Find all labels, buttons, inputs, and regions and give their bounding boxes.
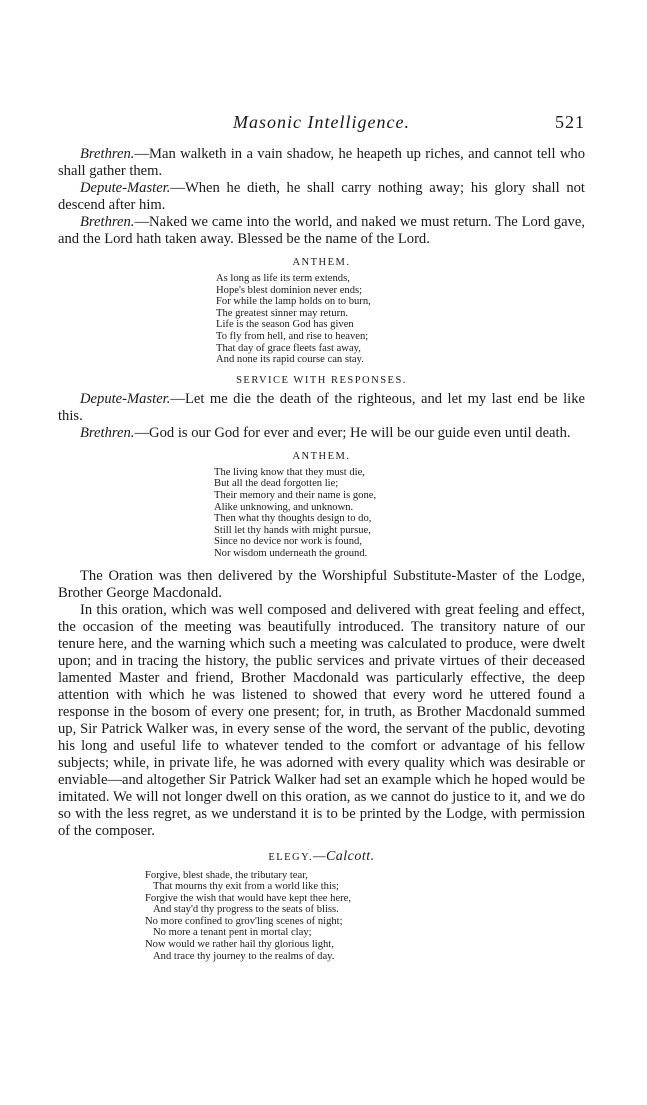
verse-line: No more a tenant pent in mortal clay; — [153, 927, 312, 939]
verse-line: But all the dead forgotten lie; — [214, 478, 339, 490]
verse-line: The greatest sinner may return. — [216, 307, 349, 319]
verse-line: Since no device nor work is found, — [214, 536, 362, 548]
speaker-label: Brethren. — [80, 214, 135, 230]
verse-line: Hope's blest dominion never ends; — [216, 284, 363, 296]
elegy-heading — [58, 849, 585, 865]
verse-line: As long as life its term extends, — [216, 273, 350, 284]
verse-line: Their memory and their name is gone, — [214, 489, 377, 501]
service-heading: SERVICE WITH RESPONSES. — [236, 374, 407, 386]
anthem-verse — [58, 273, 585, 366]
speaker-label: Brethren. — [80, 146, 135, 162]
verse-line: To fly from hell, and rise to heaven; — [216, 330, 369, 342]
response-paragraph — [58, 391, 585, 425]
response-text: —When he dieth, he shall carry nothing away; his glory shall not descend after him. — [58, 180, 585, 213]
elegy-verse — [58, 870, 585, 963]
verse-line: Then what thy thoughts design to do, — [214, 513, 372, 525]
verse-line: Still let thy hands with might pursue, — [214, 524, 371, 536]
verse-line: Forgive, blest shade, the tributary tear, — [145, 869, 308, 881]
verse-line: Nor wisdom underneath the ground. — [214, 547, 368, 559]
verse-line: No more confined to grov'ling scenes of night; — [145, 915, 343, 927]
oration-intro: The Oration was then delivered by the Worshipful Substitute-Master of the Lodge, Brother George Macdonald. — [58, 567, 585, 601]
verse-line: For while the lamp holds on to burn, — [216, 296, 371, 308]
response-paragraph — [58, 146, 585, 180]
verse-line: Life is the season God has given — [216, 319, 354, 331]
verse-line: That mourns thy exit from a world like this; — [153, 881, 339, 893]
response-paragraph — [58, 425, 585, 442]
speaker-label: Depute-Master. — [80, 390, 171, 407]
response-text: —God is our God for ever and ever; He will be our guide even until death. — [134, 424, 571, 441]
running-header — [58, 112, 585, 138]
verse-line: Now would we rather hail thy glorious light, — [145, 939, 334, 951]
elegy-author: —Calcott. — [313, 848, 375, 864]
response-text: —Naked we came into the world, and naked we must return. The Lord gave, and the Lord hath taken away. Blessed be the name of the Lord. — [58, 214, 585, 247]
verse-line: And trace thy journey to the realms of day. — [153, 950, 335, 962]
page-body — [58, 146, 585, 966]
verse-line: And none its rapid course can stay. — [216, 354, 364, 366]
page-number: 521 — [555, 112, 585, 132]
anthem-heading: ANTHEM. — [292, 257, 351, 268]
response-paragraph — [58, 214, 585, 248]
oration-paragraph: In this oration, which was well composed and delivered with great feeling and effect, the occasion of the meeting was beautifully introduced. The transitory nature of our tenure here, and the warning which such a meeting was calculated to produce, were dwelt upon; and in tracing the history, the public services and private virtues of their deceased lamented Master and friend, Brother Macdonald was particularly effective, the deep attention with which he was listened to showed that every word he uttered found a response in the bosom of every one present; for, in truth, as Brother Macdonald summed up, Sir Patrick Walker was, in every sense of the word, the servant of the public, devoting his long and useful life to whatever tended to the comfort or advantage of his fellow subjects; while, in private life, he was adorned with every quality which was desirable or enviable—and altogether Sir Patrick Walker had set an example which he hoped would be imitated. We will not longer dwell on this oration, as we cannot do justice to it, and we do so with the less regret, as we understand it is to be printed by the Lodge, with permission of the composer. — [58, 601, 585, 839]
running-title: Masonic Intelligence. — [233, 112, 410, 132]
verse-line: Forgive the wish that would have kept thee here, — [145, 892, 352, 904]
verse-line: The living know that they must die, — [214, 466, 365, 478]
speaker-label: Brethren. — [80, 424, 135, 441]
speaker-label: Depute-Master. — [80, 180, 171, 196]
verse-line: Alike unknowing, and unknown. — [214, 501, 354, 513]
verse-line: That day of grace fleets fast away, — [216, 342, 361, 354]
response-text: —Let me die the death of the righteous, and let my last end be like this. — [58, 390, 585, 424]
anthem-verse — [58, 467, 585, 560]
verse-line: And stay'd thy progress to the seats of bliss. — [153, 904, 339, 916]
elegy-title: ELEGY. — [268, 851, 313, 863]
response-paragraph — [58, 180, 585, 214]
anthem-heading: ANTHEM. — [292, 450, 351, 462]
response-text: —Man walketh in a vain shadow, he heapeth up riches, and cannot tell who shall gather them. — [58, 146, 585, 179]
